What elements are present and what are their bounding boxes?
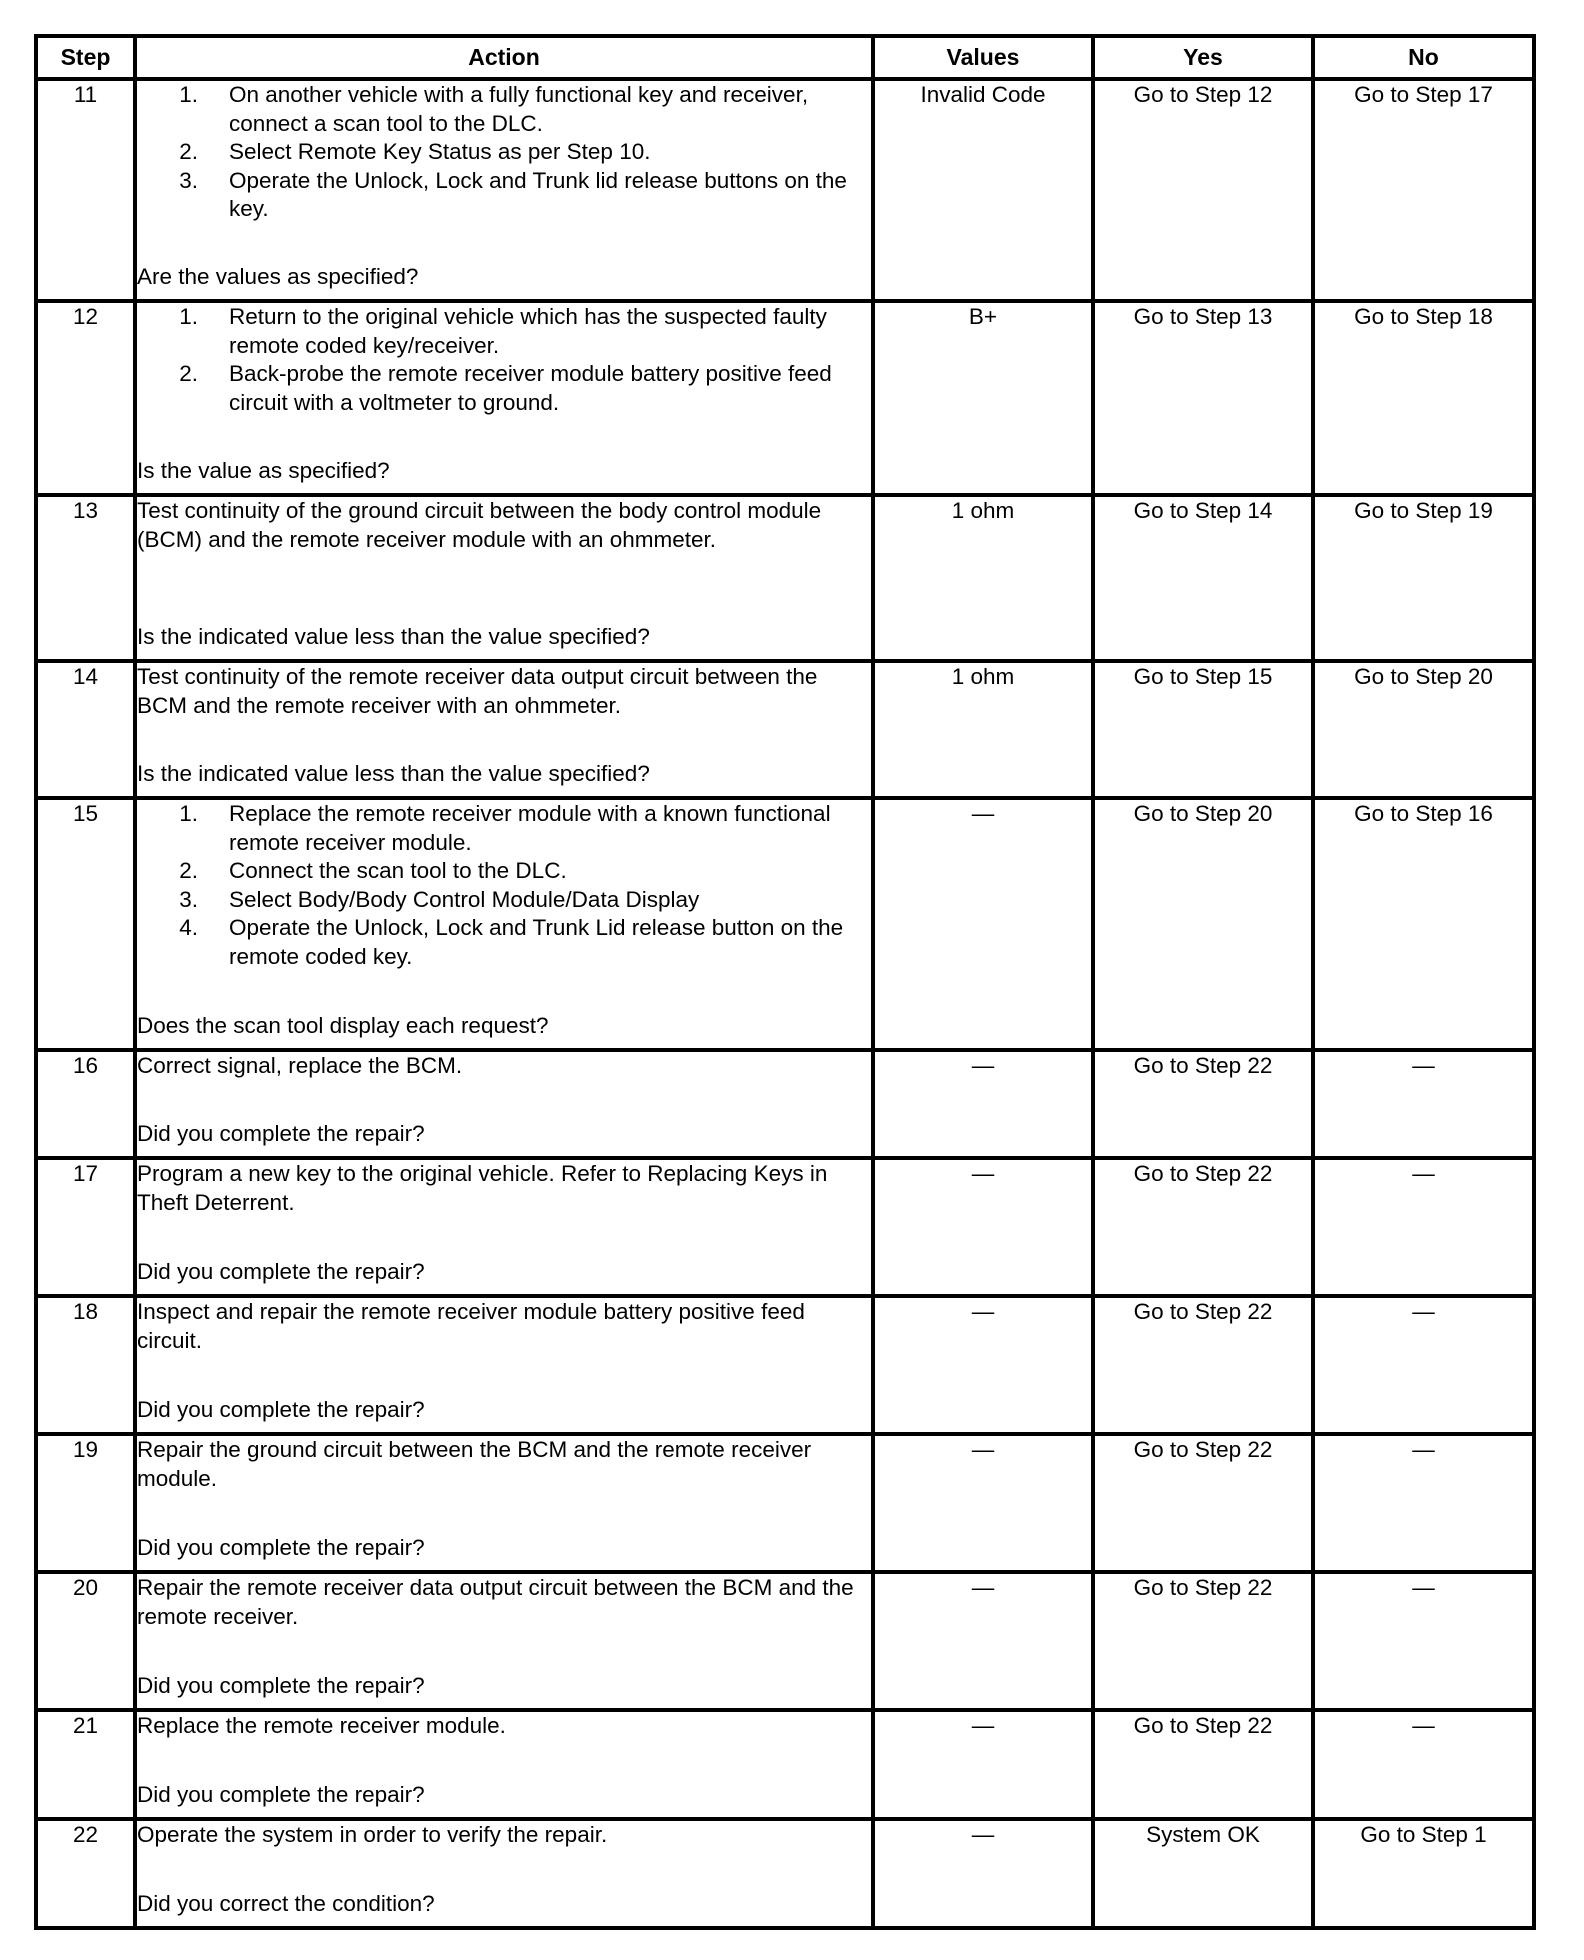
procedure-item — [137, 857, 871, 886]
action-instructions — [137, 1298, 871, 1355]
value-cell: — — [873, 1050, 1093, 1158]
header-action: Action — [135, 36, 873, 79]
table-row — [36, 1710, 1534, 1819]
procedure-item-text: Back-probe the remote receiver module battery positive feed circuit with a voltmeter to ground. — [229, 361, 832, 415]
yes-result: Go to Step 13 — [1093, 301, 1313, 495]
procedure-item-text: Return to the original vehicle which has the suspected faulty remote coded key/receiver. — [229, 304, 827, 358]
value-cell: — — [873, 1434, 1093, 1572]
value-cell: — — [873, 1572, 1093, 1710]
action-text: Test continuity of the remote receiver data output circuit between the BCM and the remote receiver with an ohmmeter. — [137, 664, 818, 718]
yes-result: Go to Step 15 — [1093, 661, 1313, 798]
action-text: Inspect and repair the remote receiver module battery positive feed circuit. — [137, 1299, 805, 1353]
procedure-item — [137, 138, 871, 167]
step-number: 20 — [36, 1572, 135, 1710]
table-header-row — [36, 36, 1534, 79]
procedure-item — [137, 886, 871, 915]
action-question: Did you complete the repair? — [137, 1672, 425, 1698]
action-instructions — [137, 1052, 871, 1081]
yes-result: Go to Step 22 — [1093, 1158, 1313, 1296]
procedure-item — [137, 360, 871, 417]
step-number: 14 — [36, 661, 135, 798]
table-row — [36, 1434, 1534, 1572]
yes-result: Go to Step 12 — [1093, 79, 1313, 301]
action-instructions — [137, 81, 871, 224]
no-result: Go to Step 16 — [1313, 798, 1534, 1050]
action-cell — [135, 1296, 873, 1434]
no-result: Go to Step 20 — [1313, 661, 1534, 798]
action-question: Is the value as specified? — [137, 457, 390, 483]
action-question: Did you complete the repair? — [137, 1781, 425, 1807]
procedure-list — [137, 800, 871, 971]
table-row — [36, 495, 1534, 661]
action-content — [137, 1298, 871, 1424]
action-instructions — [137, 1160, 871, 1217]
action-cell — [135, 1434, 873, 1572]
no-result: Go to Step 1 — [1313, 1819, 1534, 1928]
action-cell — [135, 1572, 873, 1710]
step-number: 12 — [36, 301, 135, 495]
action-content — [137, 800, 871, 1040]
step-number: 19 — [36, 1434, 135, 1572]
step-number: 22 — [36, 1819, 135, 1928]
action-content — [137, 1052, 871, 1148]
action-content — [137, 663, 871, 788]
procedure-item-number: 1. — [179, 801, 198, 826]
action-question: Does the scan tool display each request? — [137, 1012, 549, 1038]
header-step: Step — [36, 36, 135, 79]
action-question: Is the indicated value less than the value specified? — [137, 760, 650, 786]
procedure-list — [137, 81, 871, 224]
yes-result: System OK — [1093, 1819, 1313, 1928]
yes-result: Go to Step 14 — [1093, 495, 1313, 661]
table-row — [36, 1572, 1534, 1710]
action-text: Program a new key to the original vehicle. Refer to Replacing Keys in Theft Deterrent. — [137, 1161, 828, 1215]
action-cell — [135, 661, 873, 798]
table-row — [36, 79, 1534, 301]
procedure-item-text: Operate the Unlock, Lock and Trunk Lid release button on the remote coded key. — [229, 915, 844, 969]
action-question: Did you complete the repair? — [137, 1534, 425, 1560]
procedure-item — [137, 800, 871, 857]
procedure-item — [137, 167, 871, 224]
step-number: 21 — [36, 1710, 135, 1819]
yes-result: Go to Step 22 — [1093, 1710, 1313, 1819]
no-result: Go to Step 19 — [1313, 495, 1534, 661]
procedure-item-text: Select Remote Key Status as per Step 10. — [229, 139, 651, 164]
procedure-item — [137, 914, 871, 971]
yes-result: Go to Step 22 — [1093, 1050, 1313, 1158]
action-text: Replace the remote receiver module. — [137, 1713, 506, 1738]
action-cell — [135, 1710, 873, 1819]
procedure-item — [137, 303, 871, 360]
action-content — [137, 1160, 871, 1286]
procedure-item-number: 1. — [179, 82, 198, 107]
procedure-item-text: Connect the scan tool to the DLC. — [229, 858, 567, 883]
action-instructions — [137, 303, 871, 417]
value-cell: — — [873, 1819, 1093, 1928]
action-text: Test continuity of the ground circuit between the body control module (BCM) and the remote receiver module with an ohmmeter. — [137, 498, 822, 552]
action-cell — [135, 1158, 873, 1296]
table-body — [36, 79, 1534, 1928]
table-row — [36, 798, 1534, 1050]
procedure-item-number: 4. — [179, 915, 198, 940]
diagnostic-table — [34, 34, 1536, 1930]
no-result: — — [1313, 1296, 1534, 1434]
yes-result: Go to Step 20 — [1093, 798, 1313, 1050]
action-content — [137, 497, 871, 651]
procedure-item-number: 1. — [179, 304, 198, 329]
step-number: 16 — [36, 1050, 135, 1158]
value-cell: B+ — [873, 301, 1093, 495]
action-instructions — [137, 1574, 871, 1631]
value-cell: 1 ohm — [873, 495, 1093, 661]
procedure-item-number: 2. — [179, 139, 198, 164]
procedure-item-number: 2. — [179, 858, 198, 883]
step-number: 17 — [36, 1158, 135, 1296]
procedure-item-number: 3. — [179, 167, 198, 193]
action-cell — [135, 1819, 873, 1928]
procedure-item-number: 3. — [179, 886, 198, 912]
action-content — [137, 1712, 871, 1809]
value-cell: — — [873, 1296, 1093, 1434]
yes-result: Go to Step 22 — [1093, 1434, 1313, 1572]
no-result: Go to Step 18 — [1313, 301, 1534, 495]
action-cell — [135, 1050, 873, 1158]
procedure-item-text: Operate the Unlock, Lock and Trunk lid release buttons on the key. — [229, 167, 847, 221]
action-instructions — [137, 663, 871, 720]
action-text: Repair the ground circuit between the BCM and the remote receiver module. — [137, 1437, 812, 1491]
action-cell — [135, 798, 873, 1050]
value-cell: Invalid Code — [873, 79, 1093, 301]
step-number: 13 — [36, 495, 135, 661]
header-yes: Yes — [1093, 36, 1313, 79]
action-content — [137, 1821, 871, 1918]
no-result: — — [1313, 1158, 1534, 1296]
action-cell — [135, 79, 873, 301]
no-result: — — [1313, 1434, 1534, 1572]
step-number: 11 — [36, 79, 135, 301]
step-number: 18 — [36, 1296, 135, 1434]
action-text: Repair the remote receiver data output circuit between the BCM and the remote receiver. — [137, 1575, 854, 1629]
no-result: Go to Step 17 — [1313, 79, 1534, 301]
procedure-item-text: Select Body/Body Control Module/Data Display — [229, 886, 700, 912]
action-question: Are the values as specified? — [137, 263, 419, 289]
header-values: Values — [873, 36, 1093, 79]
action-question: Did you correct the condition? — [137, 1890, 435, 1916]
action-instructions — [137, 1821, 871, 1850]
procedure-item — [137, 81, 871, 138]
diagnostic-table-sheet — [34, 34, 1536, 1930]
no-result: — — [1313, 1710, 1534, 1819]
action-question: Did you complete the repair? — [137, 1258, 425, 1284]
table-row — [36, 661, 1534, 798]
table-row — [36, 1296, 1534, 1434]
action-content — [137, 1574, 871, 1700]
no-result: — — [1313, 1050, 1534, 1158]
action-question: Is the indicated value less than the value specified? — [137, 623, 650, 649]
action-text: Correct signal, replace the BCM. — [137, 1053, 463, 1078]
action-question: Did you complete the repair? — [137, 1120, 425, 1146]
value-cell: 1 ohm — [873, 661, 1093, 798]
value-cell: — — [873, 798, 1093, 1050]
action-content — [137, 1436, 871, 1562]
procedure-item-number: 2. — [179, 361, 198, 386]
procedure-item-text: On another vehicle with a fully functional key and receiver, connect a scan tool to the DLC. — [229, 82, 809, 136]
value-cell: — — [873, 1158, 1093, 1296]
yes-result: Go to Step 22 — [1093, 1572, 1313, 1710]
action-cell — [135, 301, 873, 495]
yes-result: Go to Step 22 — [1093, 1296, 1313, 1434]
action-instructions — [137, 800, 871, 971]
step-number: 15 — [36, 798, 135, 1050]
action-instructions — [137, 1436, 871, 1493]
action-content — [137, 303, 871, 485]
value-cell: — — [873, 1710, 1093, 1819]
procedure-list — [137, 303, 871, 417]
table-row — [36, 1158, 1534, 1296]
no-result: — — [1313, 1572, 1534, 1710]
header-no: No — [1313, 36, 1534, 79]
procedure-item-text: Replace the remote receiver module with a known functional remote receiver module. — [229, 801, 831, 855]
table-row — [36, 301, 1534, 495]
action-cell — [135, 495, 873, 661]
action-instructions — [137, 497, 871, 554]
action-text: Operate the system in order to verify the repair. — [137, 1822, 608, 1847]
action-content — [137, 81, 871, 291]
table-row — [36, 1050, 1534, 1158]
action-question: Did you complete the repair? — [137, 1396, 425, 1422]
action-instructions — [137, 1712, 871, 1741]
table-row — [36, 1819, 1534, 1928]
